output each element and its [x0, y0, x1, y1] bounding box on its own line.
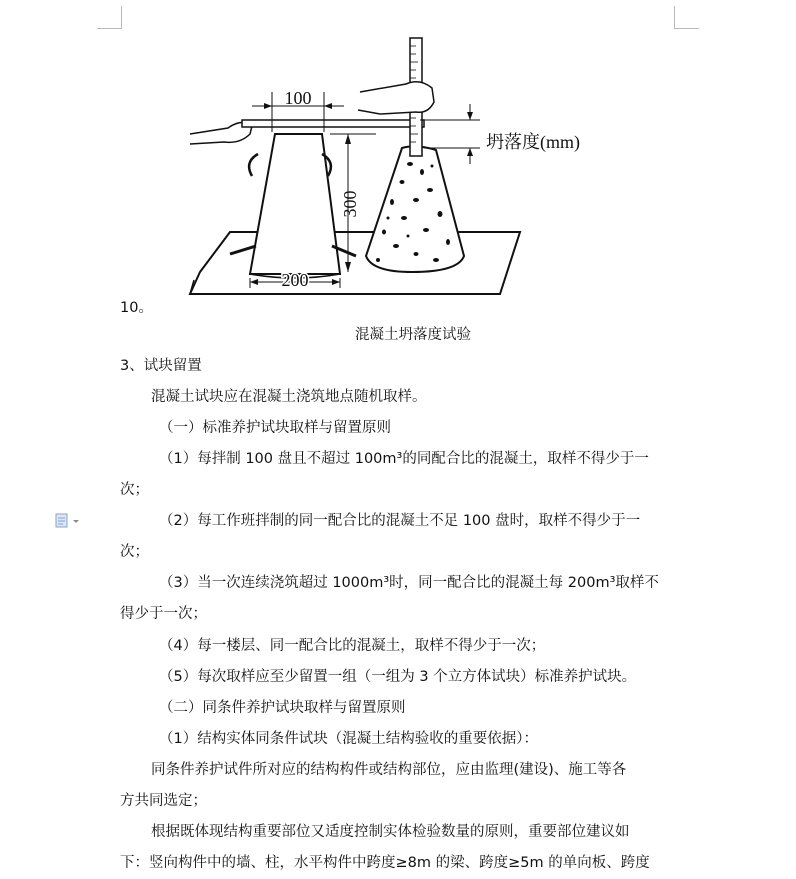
- sub-item-1: （1）结构实体同条件试块（混凝土结构验收的重要依据）：: [159, 731, 538, 747]
- list-item-4: （4）每一楼层、同一配合比的混凝土，取样不得少于一次；: [159, 638, 546, 654]
- page-corner-mark-top-left: [97, 6, 122, 29]
- base-plate: [190, 232, 520, 294]
- dimension-height-label: 300: [340, 190, 360, 218]
- cone-handle-left: [249, 154, 258, 176]
- list-item-2-line2: 次；: [120, 544, 149, 560]
- paragraph-1-line1: 同条件养护试件所对应的结构构件或结构部位，应由监理(建设)、施工等各: [151, 762, 627, 778]
- slump-label: 坍落度(mm): [486, 132, 580, 152]
- list-item-1-line2: 次；: [120, 482, 149, 498]
- subsection-heading-1: （一）标准养护试块取样与留置原则: [159, 420, 391, 436]
- slump-cone: [250, 134, 340, 274]
- list-item-5: （5）每次取样应至少留置一组（一组为 3 个立方体试块）标准养护试块。: [159, 669, 637, 685]
- list-item-3-line1: （3）当一次连续浇筑超过 1000m³时，同一配合比的混凝土每 200m³取样不: [159, 575, 659, 591]
- dimension-bottom-label: 200: [281, 270, 309, 290]
- dimension-top-label: 100: [284, 88, 312, 108]
- list-item-1-line1: （1）每拌制 100 盘且不超过 100m³的同配合比的混凝土，取样不得少于一: [159, 451, 649, 467]
- slump-test-figure: [180, 32, 620, 302]
- list-item-2-line1: （2）每工作班拌制的同一配合比的混凝土不足 100 盘时，取样不得少于一: [159, 513, 641, 529]
- slump-test-diagram: [180, 32, 620, 302]
- section-heading: 3、试块留置: [120, 358, 202, 374]
- intro-paragraph: 混凝土试块应在混凝土浇筑地点随机取样。: [151, 389, 427, 405]
- paragraph-1-line2: 方共同选定；: [120, 793, 207, 809]
- page-corner-mark-top-right: [674, 6, 699, 29]
- subsection-heading-2: （二）同条件养护试块取样与留置原则: [159, 700, 406, 716]
- right-hand: [358, 82, 434, 114]
- paragraph-layout-icon[interactable]: [55, 513, 81, 529]
- paragraph-2-line2: 下：竖向构件中的墙、柱，水平构件中跨度≥8m 的梁、跨度≥5m 的单向板、跨度: [120, 855, 650, 871]
- list-item-3-line2: 得少于一次；: [120, 606, 207, 622]
- figure-caption: 混凝土坍落度试验: [355, 327, 471, 343]
- page-number: 10。: [120, 300, 153, 316]
- straightedge: [242, 120, 424, 127]
- paragraph-2-line1: 根据既体现结构重要部位又适度控制实体检验数量的原则，重要部位建议如: [151, 824, 630, 840]
